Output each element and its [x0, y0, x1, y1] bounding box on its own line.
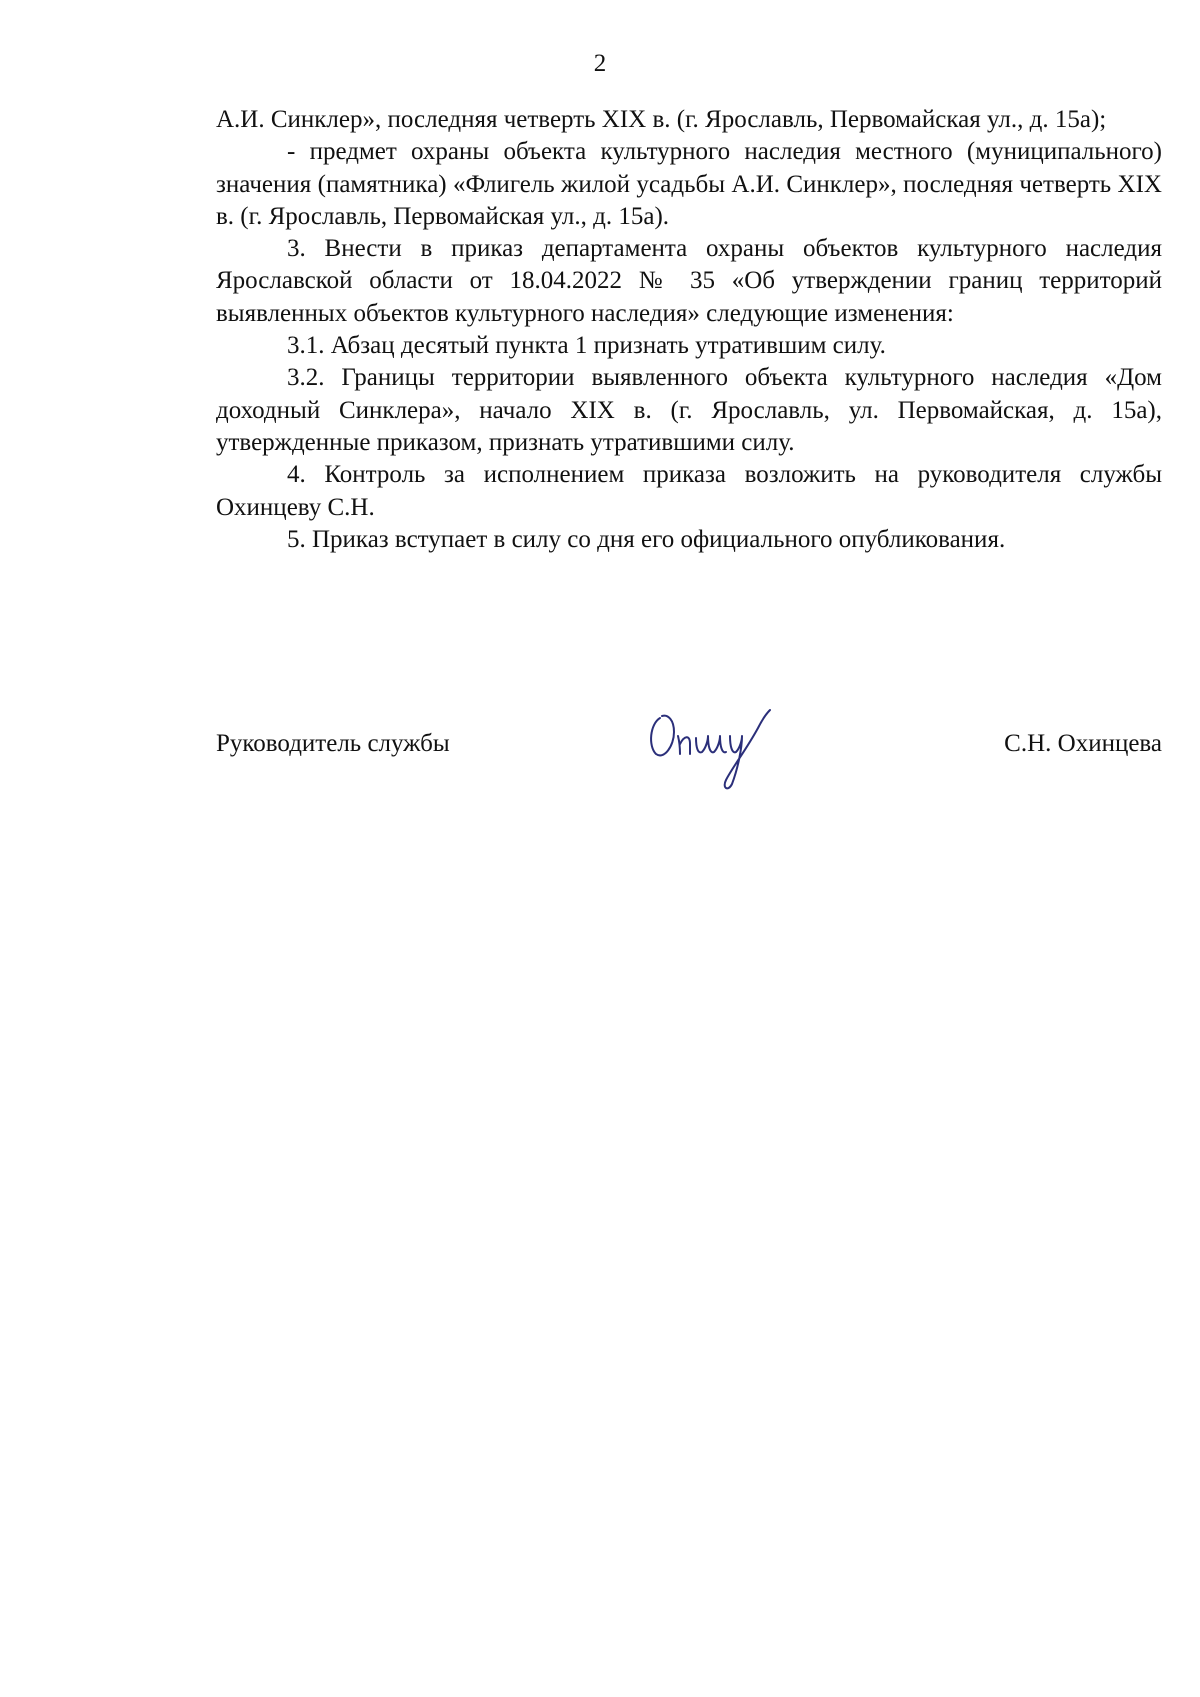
document-body — [216, 104, 1162, 556]
paragraph-item-5: 5. Приказ вступает в силу со дня его официального опубликования. — [287, 525, 1006, 553]
paragraph-item-4: 4. Контроль за исполнением приказа возложить на руководителя службы Охинцеву С.Н. — [216, 461, 1162, 521]
paragraph-protection-subject: - предмет охраны объекта культурного наследия местного (муниципального) значения (памятника) «Флигель жилой усадьбы А.И. Синклер», последняя четверть XIX в. (г. Ярославль, Первомайская ул., д. 15а). — [216, 138, 1162, 230]
signatory-position: Руководитель службы — [216, 730, 450, 757]
paragraph-item-3-2: 3.2. Границы территории выявленного объекта культурного наследия «Дом доходный Синклера», начало XIX в. (г. Ярославль, ул. Первомайская, д. 15а), утвержденные приказом, признать утратившими силу. — [216, 364, 1162, 456]
paragraph-continuation: А.И. Синклер», последняя четверть XIX в. (г. Ярославль, Первомайская ул., д. 15а); — [216, 106, 1107, 133]
paragraph-item-3: 3. Внести в приказ департамента охраны объектов культурного наследия Ярославской области от 18.04.2022 № 35 «Об утверждении границ территорий выявленных объектов культурного наследия» следующие изменения: — [216, 235, 1162, 327]
paragraph-item-3-1: 3.1. Абзац десятый пункта 1 признать утратившим силу. — [287, 332, 886, 360]
handwritten-signature — [642, 688, 790, 794]
signatory-name: С.Н. Охинцева — [1004, 730, 1162, 757]
page-number: 2 — [593, 50, 607, 77]
